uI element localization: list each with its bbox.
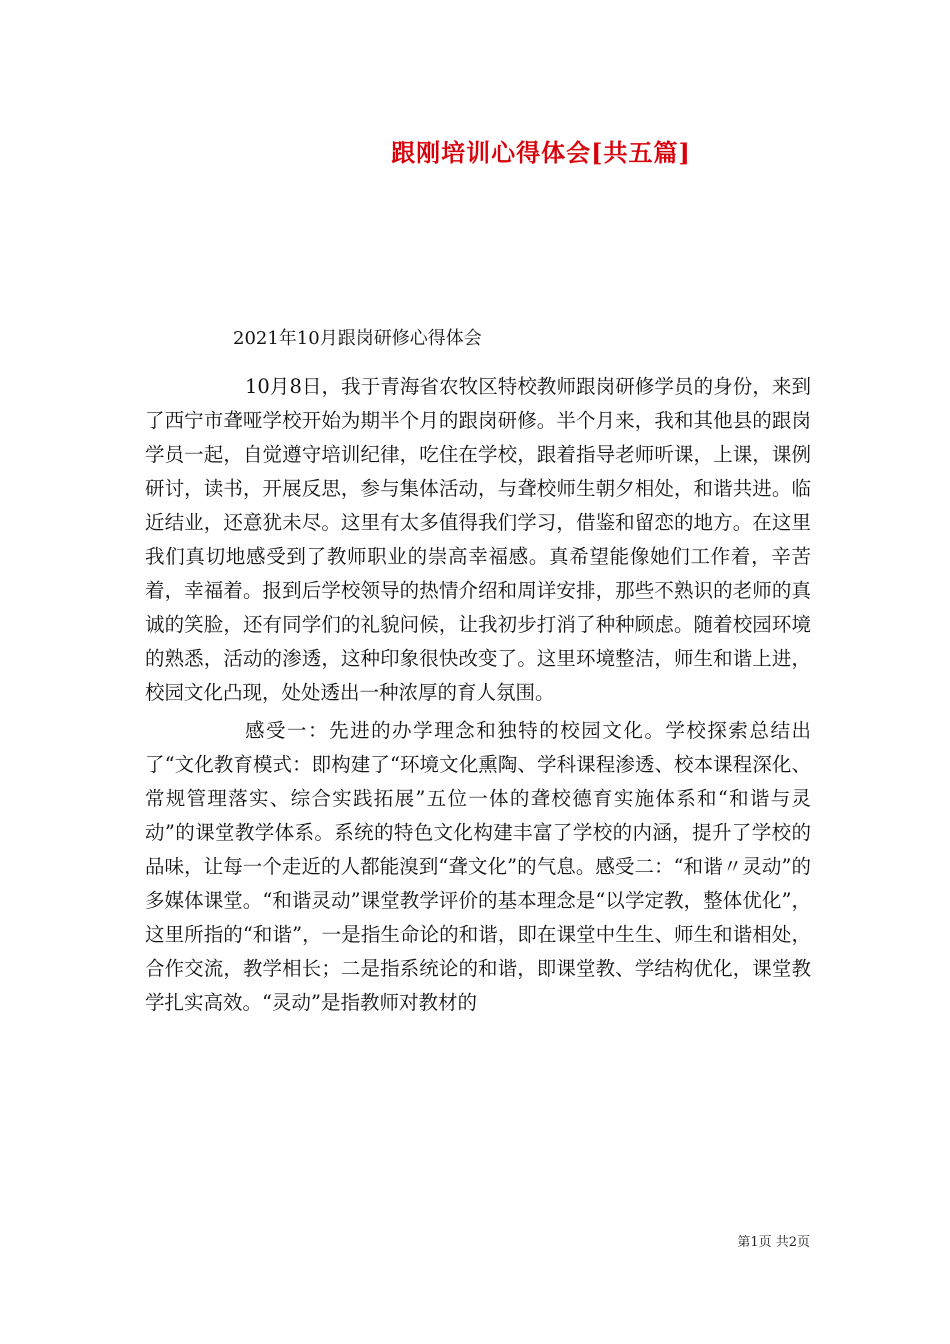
- document-title: 跟刚培训心得体会[共五篇]: [391, 138, 691, 167]
- page-footer: 第1页 共2页: [737, 1235, 810, 1250]
- paragraph-1: 10月8日，我于青海省农牧区特校教师跟岗研修学员的身份，来到了西宁市聋哑学校开始为期半个月的跟岗研修。半个月来，我和其他县的跟岗学员一起，自觉遵守培训纪律，吃住在学校，跟着指导老师听课，上课，课例研讨，读书，开展反思，参与集体活动，与聋校师生朝夕相处，和谐共进。临近结业，还意犹未尽。这里有太多值得我们学习，借鉴和留恋的地方。在这里我们真切地感受到了教师职业的崇高幸福感。真希望能像她们工作着，辛苦着，幸福着。报到后学校领导的热情介绍和周详安排，那些不熟识的老师的真诚的笑脸，还有同学们的礼貌问候，让我初步打消了种种顾虑。随着校园环境的熟悉，活动的渗透，这种印象很快改变了。这里环境整洁，师生和谐上进，校园文化凸现，处处透出一种浓厚的育人氛围。: [145, 375, 811, 704]
- paragraph-2: 感受一：先进的办学理念和独特的校园文化。学校探索总结出了“文化教育模式：即构建了“环境文化熏陶、学科课程渗透、校本课程深化、常规管理落实、综合实践拓展”五位一体的聋校德育实施体系和“和谐与灵动”的课堂教学体系。系统的特色文化构建丰富了学校的内涵，提升了学校的品味，让每一个走近的人都能溴到“聋文化”的气息。感受二：“和谐〃灵动”的多媒体课堂。“和谐灵动”课堂教学评价的基本理念是“以学定教，整体优化”，这里所指的“和谐”，一是指生命论的和谐，即在课堂中生生、师生和谐相处，合作交流，教学相长；二是指系统论的和谐，即课堂教、学结构优化，课堂教学扎实高效。“灵动”是指教师对教材的: [145, 719, 811, 1014]
- section-heading: 2021年10月跟岗研修心得体会: [233, 328, 482, 349]
- body-text: [145, 370, 811, 1020]
